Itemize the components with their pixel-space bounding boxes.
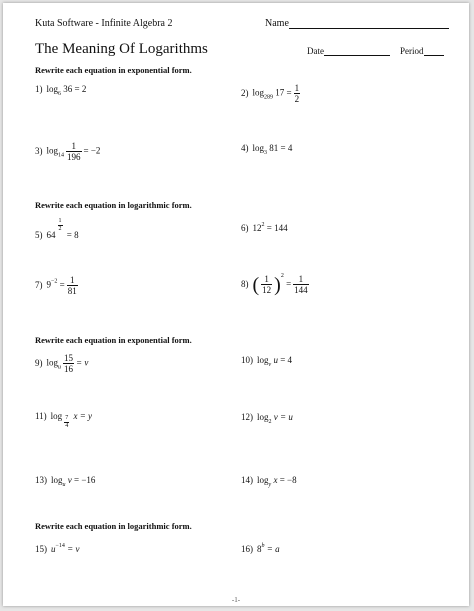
source-label: Kuta Software - Infinite Algebra 2 [35, 18, 173, 29]
name-label: Name [265, 18, 289, 29]
name-field[interactable] [265, 18, 449, 29]
period-field[interactable] [400, 46, 444, 56]
period-line [424, 46, 444, 56]
problem-13: 13) $\log_u v = -16$ [35, 475, 96, 488]
problem-7: 7) $9^{-2}$ = $\frac{1}{81}$ [35, 275, 77, 296]
page-number: -1- [231, 596, 241, 604]
problem-9: 9) $\log_u$ $\frac{15}{16}$ = v [35, 353, 89, 374]
name-line [289, 19, 449, 29]
problem-15: 15) $u^{-14} = v$ [35, 543, 80, 554]
problem-14: 14) $\log_y x = -8$ [241, 475, 297, 488]
problem-11: 11) log $\frac{7}{4}$ x = y [35, 411, 93, 429]
date-field[interactable] [307, 46, 390, 56]
date-line [324, 46, 390, 56]
problem-3: 3) $\log_{14}$ $\frac{1}{196}$ = −2 [35, 141, 101, 162]
section-heading: Rewrite each equation in logarithmic form. [35, 521, 192, 531]
problem-16: 16) 8$^b$ = a [241, 543, 280, 554]
problem-6: 6) $12^2 = 144$ [241, 222, 288, 233]
worksheet-page [3, 3, 469, 606]
period-label: Period [400, 46, 424, 56]
problem-10: 10) $\log_v u = 4$ [241, 355, 293, 368]
section-heading: Rewrite each equation in exponential form. [35, 65, 192, 75]
worksheet-title: The Meaning Of Logarithms [35, 41, 208, 57]
problem-8: 8) ( $\frac{1}{12}$ )$^2$ = $\frac{1}{144}$ [241, 273, 308, 296]
problem-4: 4) $\log_3 81 = 4$ [241, 143, 293, 156]
section-heading: Rewrite each equation in logarithmic form. [35, 200, 192, 210]
problem-12: 12) $\log_2 v = u$ [241, 412, 293, 425]
date-label: Date [307, 46, 324, 56]
problem-2: 2) $\log_{289} 17$ = $\frac{1}{2}$ [241, 83, 300, 104]
problem-5: 5) 64 $\frac{1}{2}$ = 8 [35, 218, 79, 240]
section-heading: Rewrite each equation in exponential form. [35, 335, 192, 345]
problem-1: 1) $\log_6 36 = 2$ [35, 84, 87, 97]
